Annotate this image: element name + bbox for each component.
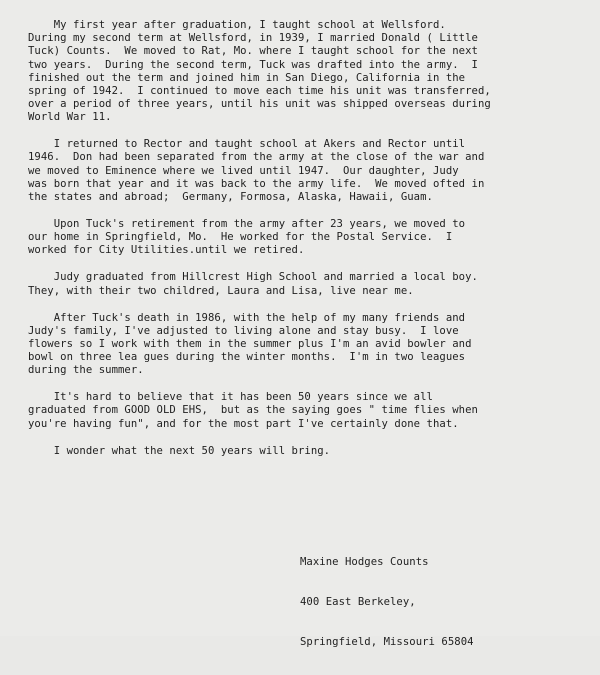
text-line: After Tuck's death in 1986, with the help of my many friends and — [28, 311, 466, 324]
text-line: bowl on three lea gues during the winter months. I'm in two leagues — [28, 351, 466, 364]
text-line: flowers so I work with them in the summer plus I'm an avid bowler and — [28, 337, 472, 350]
signature-block — [300, 530, 474, 675]
text-line: Upon Tuck's retirement from the army after 23 years, we moved to — [28, 218, 466, 231]
text-line: two years. During the second term, Tuck was drafted into the army. I — [28, 58, 478, 71]
text-line: World War 11. — [28, 111, 112, 124]
signature-city: Springfield, Missouri 65804 — [300, 635, 474, 648]
text-line: over a period of three years, until his unit was shipped overseas during — [28, 98, 491, 111]
text-line: during the summer. — [28, 364, 144, 377]
signature-name: Maxine Hodges Counts — [300, 556, 429, 569]
text-line: During my second term at Wellsford, in 1939, I married Donald ( Little — [28, 32, 478, 45]
paragraph — [28, 218, 588, 258]
letter-body — [28, 19, 588, 472]
text-line: graduated from GOOD OLD EHS, but as the saying goes " time flies when — [28, 404, 478, 417]
paragraph — [28, 445, 588, 458]
text-line: Judy graduated from Hillcrest High School and married a local boy. — [28, 271, 478, 284]
text-line: we moved to Eminence where we lived until 1947. Our daughter, Judy — [28, 164, 459, 177]
text-line: spring of 1942. I continued to move each time his unit was transferred, — [28, 84, 491, 97]
text-line: I wonder what the next 50 years will bring. — [28, 444, 331, 457]
text-line: worked for City Utilities.until we retired. — [28, 244, 305, 257]
text-line: Judy's family, I've adjusted to living alone and stay busy. I love — [28, 324, 459, 337]
paragraph — [28, 312, 588, 378]
signature-street: 400 East Berkeley, — [300, 596, 416, 608]
paragraph — [28, 138, 588, 204]
text-line: the states and abroad; Germany, Formosa, Alaska, Hawaii, Guam. — [28, 191, 433, 204]
paragraph — [28, 19, 588, 125]
paragraph — [28, 391, 588, 431]
text-line: My first year after graduation, I taught school at Wellsford. — [28, 19, 446, 31]
paragraph — [28, 271, 588, 297]
text-line: Tuck) Counts. We moved to Rat, Mo. where I taught school for the next — [28, 45, 478, 58]
text-line: I returned to Rector and taught school at Akers and Rector until — [28, 138, 466, 151]
text-line: It's hard to believe that it has been 50 years since we all — [28, 391, 433, 404]
text-line: our home in Springfield, Mo. He worked for the Postal Service. I — [28, 231, 453, 244]
text-line: you're having fun", and for the most part I've certainly done that. — [28, 417, 459, 430]
text-line: 1946. Don had been separated from the army at the close of the war and — [28, 151, 485, 164]
text-line: was born that year and it was back to the army life. We moved ofted in — [28, 177, 485, 190]
text-line: They, with their two childred, Laura and Lisa, live near me. — [28, 284, 414, 297]
text-line: finished out the term and joined him in San Diego, California in the — [28, 71, 466, 84]
